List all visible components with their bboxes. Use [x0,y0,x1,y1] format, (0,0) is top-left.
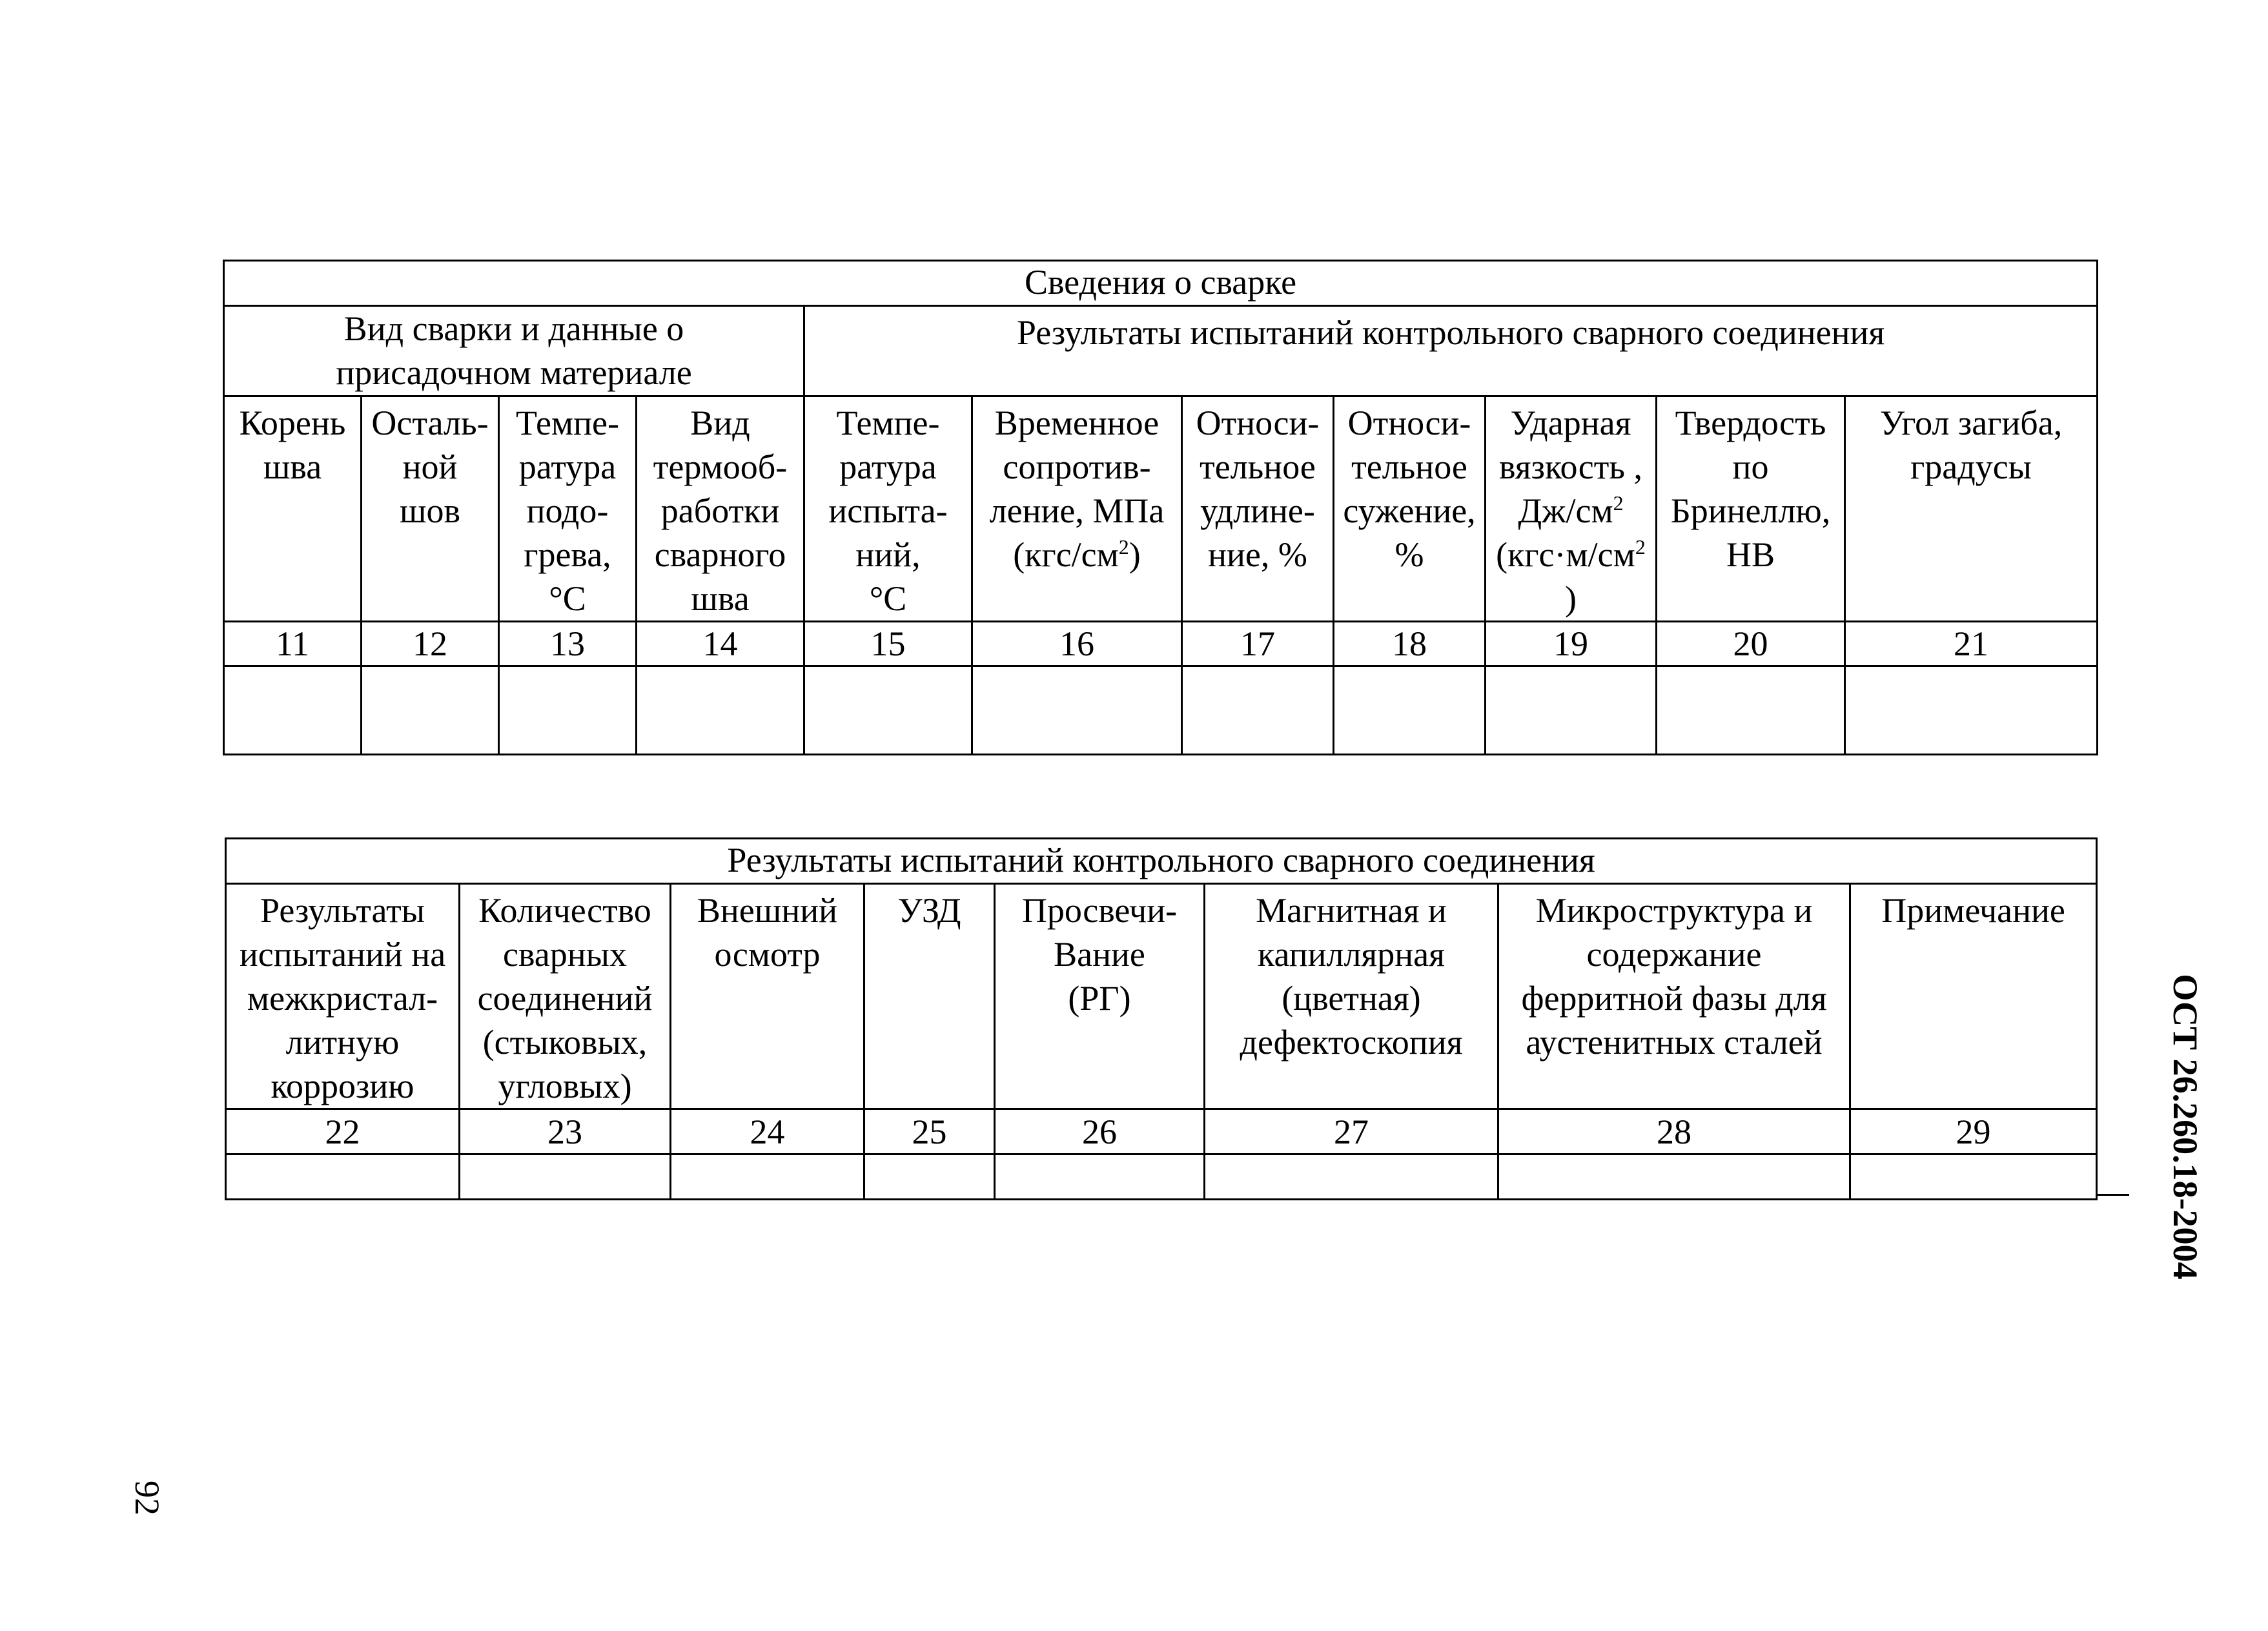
empty-cell [864,1154,995,1200]
column-header: Темпе- ратура подо- грева, °С [499,396,637,622]
column-header: Внешний осмотр [671,884,864,1109]
column-header: Темпе- ратура испыта- ний, °С [804,396,972,622]
test-results-table [225,837,2098,1200]
empty-cell [637,666,804,755]
column-number: 21 [1845,622,2098,666]
empty-cell [362,666,499,755]
table-title: Результаты испытаний контрольного сварного соединения [226,839,2097,884]
empty-cell [1498,1154,1850,1200]
column-header: Вид термооб- работки сварного шва [637,396,804,622]
column-header: Угол загиба, градусы [1845,396,2098,622]
column-header: Ударная вязкость , $Дж/см^2$ ($кгс\cdot м/см^2$ ) [1486,396,1657,622]
column-header: Твердость по Бринеллю, НВ [1657,396,1845,622]
column-header: Микроструктура и содержание ферритной фазы для аустенитных сталей [1498,884,1850,1109]
table-title: Сведения о сварке [224,261,2098,306]
column-header: Просвечи- Вание (РГ) [995,884,1205,1109]
empty-cell [1205,1154,1498,1200]
column-number: 16 [972,622,1182,666]
empty-cell [1657,666,1845,755]
column-header: Корень шва [224,396,362,622]
empty-cell [1845,666,2098,755]
column-header: УЗД [864,884,995,1109]
column-number: 19 [1486,622,1657,666]
column-number: 22 [226,1109,460,1154]
empty-cell [224,666,362,755]
column-number: 25 [864,1109,995,1154]
column-header: Относи- тельное сужение, % [1334,396,1486,622]
empty-cell [995,1154,1205,1200]
column-number: 23 [460,1109,671,1154]
table-row [224,666,2098,755]
group-header-welding-type: Вид сварки и данные о присадочном материале [224,306,804,396]
empty-cell [1850,1154,2097,1200]
column-header: Количество сварных соединений (стыковых, угловых) [460,884,671,1109]
column-number: 26 [995,1109,1205,1154]
column-number: 17 [1182,622,1334,666]
column-number: 11 [224,622,362,666]
column-number: 20 [1657,622,1845,666]
column-header: Результаты испытаний на межкристал- литную коррозию [226,884,460,1109]
column-header: Магнитная и капиллярная (цветная) дефектоскопия [1205,884,1498,1109]
column-header: Временное сопротив- ление, МПа $(кгс/см^2)$ [972,396,1182,622]
welding-info-table [223,260,2098,755]
column-number: 14 [637,622,804,666]
empty-cell [226,1154,460,1200]
column-header: Относи- тельное удлине- ние, % [1182,396,1334,622]
empty-cell [460,1154,671,1200]
column-number: 24 [671,1109,864,1154]
column-number: 18 [1334,622,1486,666]
empty-cell [1486,666,1657,755]
column-header: Осталь- ной шов [362,396,499,622]
column-number: 29 [1850,1109,2097,1154]
empty-cell [671,1154,864,1200]
empty-cell [1182,666,1334,755]
empty-cell [972,666,1182,755]
column-number: 13 [499,622,637,666]
table-row [226,1154,2097,1200]
empty-cell [804,666,972,755]
empty-cell [1334,666,1486,755]
column-number: 12 [362,622,499,666]
column-number: 15 [804,622,972,666]
column-number: 27 [1205,1109,1498,1154]
group-header-test-results: Результаты испытаний контрольного сварного соединения [804,306,2098,396]
empty-cell [499,666,637,755]
column-header: Примечание [1850,884,2097,1109]
table-tail-line [2096,1194,2129,1196]
column-number: 28 [1498,1109,1850,1154]
